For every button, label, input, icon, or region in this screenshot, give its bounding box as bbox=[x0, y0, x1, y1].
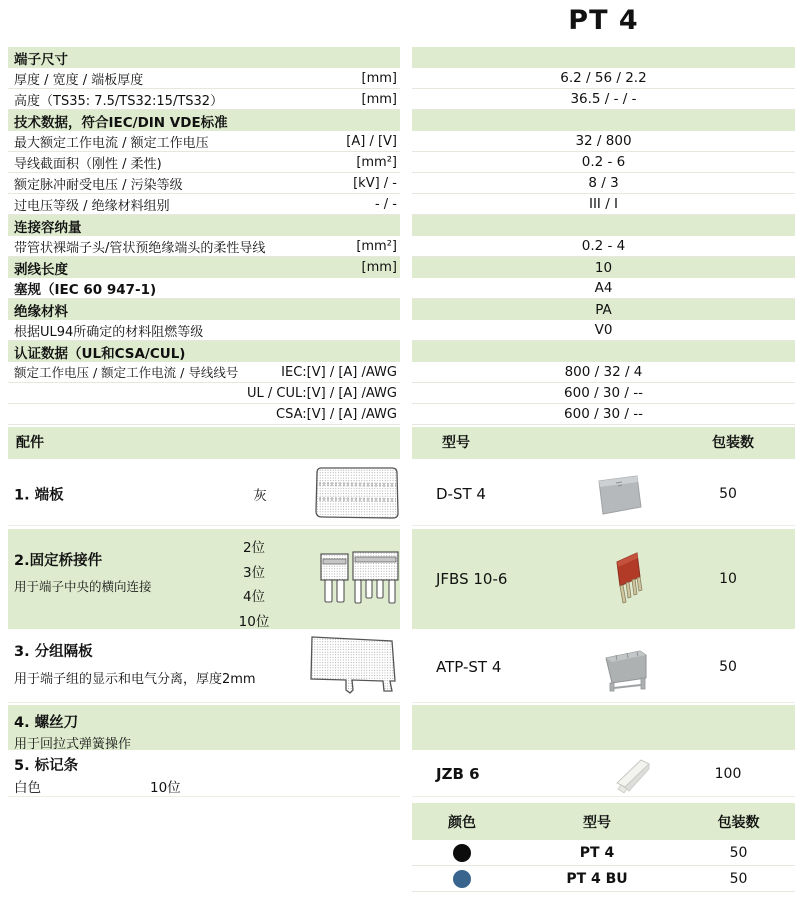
spec-row bbox=[0, 194, 802, 215]
spec-section-dimensions bbox=[0, 47, 802, 68]
order-pack: 50 bbox=[729, 870, 748, 887]
spec-label: 过电压等级 / 绝缘材料组别 bbox=[14, 198, 170, 214]
spec-table bbox=[0, 47, 802, 425]
spec-label: 认证数据（UL和CSA/CUL) bbox=[14, 345, 186, 362]
spec-row bbox=[0, 383, 802, 404]
accessory-desc: 用于端子中央的横向连接 bbox=[14, 579, 152, 594]
accessory-name: 5. 标记条 bbox=[14, 758, 79, 774]
spec-value: 600 / 30 / -- bbox=[412, 383, 795, 404]
accessory-name: 3. 分组隔板 bbox=[14, 644, 93, 660]
accessory-pack: 100 bbox=[714, 765, 742, 782]
accessory-model: D-ST 4 bbox=[436, 484, 486, 503]
accessory-pack: 10 bbox=[719, 571, 737, 587]
accessory-variants bbox=[226, 536, 282, 634]
spec-value: 32 / 800 bbox=[412, 131, 795, 152]
accessory-variant: 2位 bbox=[242, 540, 266, 556]
order-model: PT 4 bbox=[579, 844, 615, 861]
column-pack: 包装数 bbox=[717, 814, 760, 831]
bridge-art-icon bbox=[318, 547, 400, 613]
spec-unit: CSA:[V] / [A] /AWG bbox=[276, 406, 397, 422]
spec-label: 端子尺寸 bbox=[14, 51, 68, 68]
spec-unit: [mm] bbox=[361, 91, 397, 107]
accessories-section bbox=[0, 427, 802, 797]
spec-section-strip-length bbox=[0, 257, 802, 278]
accessory-row-partition bbox=[0, 632, 802, 703]
spec-value: 0.2 - 6 bbox=[412, 152, 795, 173]
spec-label: 剥线长度 bbox=[14, 261, 68, 278]
spec-label: 额定工作电压 / 额定工作电流 / 导线线号 bbox=[14, 365, 239, 380]
spec-value: 0.2 - 4 bbox=[412, 236, 795, 257]
spec-value: 8 / 3 bbox=[412, 173, 795, 194]
spec-value bbox=[412, 341, 795, 362]
d-st4-image bbox=[592, 473, 648, 521]
accessory-variant: 4位 bbox=[242, 589, 266, 605]
spec-row bbox=[0, 89, 802, 110]
spec-value: V0 bbox=[412, 320, 795, 341]
spec-row bbox=[0, 173, 802, 194]
spec-row bbox=[0, 68, 802, 89]
spec-row bbox=[0, 320, 802, 341]
spec-value: 10 bbox=[412, 257, 795, 278]
accessories-header bbox=[0, 427, 802, 459]
accessory-model: JFBS 10-6 bbox=[436, 570, 508, 588]
spec-section-certification bbox=[0, 341, 802, 362]
accessory-desc: 用于回拉式弹簧操作 bbox=[14, 737, 132, 752]
spec-label: 绝缘材料 bbox=[14, 303, 68, 320]
spec-row bbox=[0, 236, 802, 257]
spec-value: 6.2 / 56 / 2.2 bbox=[412, 68, 795, 89]
spec-unit: [kV] / - bbox=[353, 175, 397, 191]
spec-label: 最大额定工作电流 / 额定工作电压 bbox=[14, 135, 209, 151]
spec-label: 导线截面积（刚性 / 柔性) bbox=[14, 156, 162, 172]
spec-unit: IEC:[V] / [A] /AWG bbox=[281, 364, 397, 380]
spec-unit: UL / CUL:[V] / [A] /AWG bbox=[247, 385, 397, 401]
spec-label: 厚度 / 宽度 / 端板厚度 bbox=[14, 72, 144, 88]
accessory-variant: 白色 bbox=[14, 780, 41, 796]
accessory-name: 2.固定桥接件 bbox=[14, 553, 103, 569]
partition-art-icon bbox=[306, 633, 400, 705]
accessory-desc: 用于端子组的显示和电气分离，厚度2mm bbox=[14, 672, 256, 687]
spec-value: A4 bbox=[412, 278, 795, 299]
page-title: PT 4 bbox=[568, 5, 639, 36]
spec-unit: [mm²] bbox=[356, 154, 397, 170]
order-row-pt4bu bbox=[412, 866, 795, 892]
spec-unit: [A] / [V] bbox=[346, 133, 397, 149]
accessory-row-marker bbox=[0, 751, 802, 797]
accessory-name: 1. 端板 bbox=[14, 487, 64, 503]
spec-unit: [mm²] bbox=[356, 238, 397, 254]
spec-row bbox=[0, 131, 802, 152]
accessory-model: JZB 6 bbox=[436, 764, 480, 783]
spec-section-technical bbox=[0, 110, 802, 131]
accessory-model: ATP-ST 4 bbox=[436, 658, 502, 676]
spec-value: 600 / 30 / -- bbox=[412, 404, 795, 425]
spec-label: 技术数据，符合IEC/DIN VDE标准 bbox=[14, 114, 228, 131]
spec-label: 连接容纳量 bbox=[14, 219, 82, 236]
order-table-header bbox=[412, 803, 795, 840]
spec-row bbox=[0, 362, 802, 383]
spec-value: 36.5 / - / - bbox=[412, 89, 795, 110]
column-model: 型号 bbox=[583, 814, 611, 831]
spec-value bbox=[412, 47, 795, 68]
accessory-row-end-plate bbox=[0, 462, 802, 526]
spec-row bbox=[0, 404, 802, 425]
spec-section-capacity bbox=[0, 215, 802, 236]
jfbs-image bbox=[608, 551, 646, 613]
accessories-title: 配件 bbox=[8, 427, 400, 459]
spec-unit: - / - bbox=[374, 196, 397, 212]
atp-image bbox=[600, 644, 652, 698]
spec-label: 高度（TS35: 7.5/TS32:15/TS32） bbox=[14, 93, 224, 109]
accessory-name: 4. 螺丝刀 bbox=[14, 715, 79, 731]
accessory-row-screwdriver bbox=[0, 705, 802, 750]
spec-unit: [mm] bbox=[361, 70, 397, 86]
column-pack: 包装数 bbox=[712, 435, 754, 451]
accessory-pack: 50 bbox=[719, 659, 737, 675]
spec-row-gauge bbox=[0, 278, 802, 299]
spec-label: 根据UL94所确定的材料阻燃等级 bbox=[14, 324, 204, 340]
column-color: 颜色 bbox=[448, 814, 476, 831]
spec-value bbox=[412, 110, 795, 131]
accessory-variant: 灰 bbox=[253, 487, 267, 504]
spec-value bbox=[412, 215, 795, 236]
end-plate-art-icon bbox=[314, 464, 400, 526]
accessory-variant: 10位 bbox=[238, 613, 270, 630]
order-pack: 50 bbox=[729, 844, 748, 861]
order-row-pt4 bbox=[412, 840, 795, 866]
spec-unit: [mm] bbox=[361, 260, 397, 275]
order-table bbox=[412, 803, 795, 892]
color-dot-blue bbox=[453, 870, 471, 888]
accessory-variant: 10位 bbox=[150, 780, 181, 796]
column-model: 型号 bbox=[442, 435, 470, 451]
spec-label: 额定脉冲耐受电压 / 污染等级 bbox=[14, 177, 183, 193]
spec-value: III / I bbox=[412, 194, 795, 215]
spec-row bbox=[0, 152, 802, 173]
spec-label: 带管状裸端子头/管状预绝缘端头的柔性导线 bbox=[14, 240, 266, 256]
jzb-image bbox=[604, 754, 656, 800]
order-model: PT 4 BU bbox=[566, 870, 628, 887]
spec-value: 800 / 32 / 4 bbox=[412, 362, 795, 383]
accessory-row-bridge bbox=[0, 529, 802, 629]
color-dot-black bbox=[453, 844, 471, 862]
spec-value: PA bbox=[412, 299, 795, 320]
accessory-pack: 50 bbox=[719, 485, 737, 502]
spec-section-insulation bbox=[0, 299, 802, 320]
accessory-variant: 3位 bbox=[242, 564, 266, 581]
spec-label: 塞规（IEC 60 947-1) bbox=[14, 282, 157, 298]
